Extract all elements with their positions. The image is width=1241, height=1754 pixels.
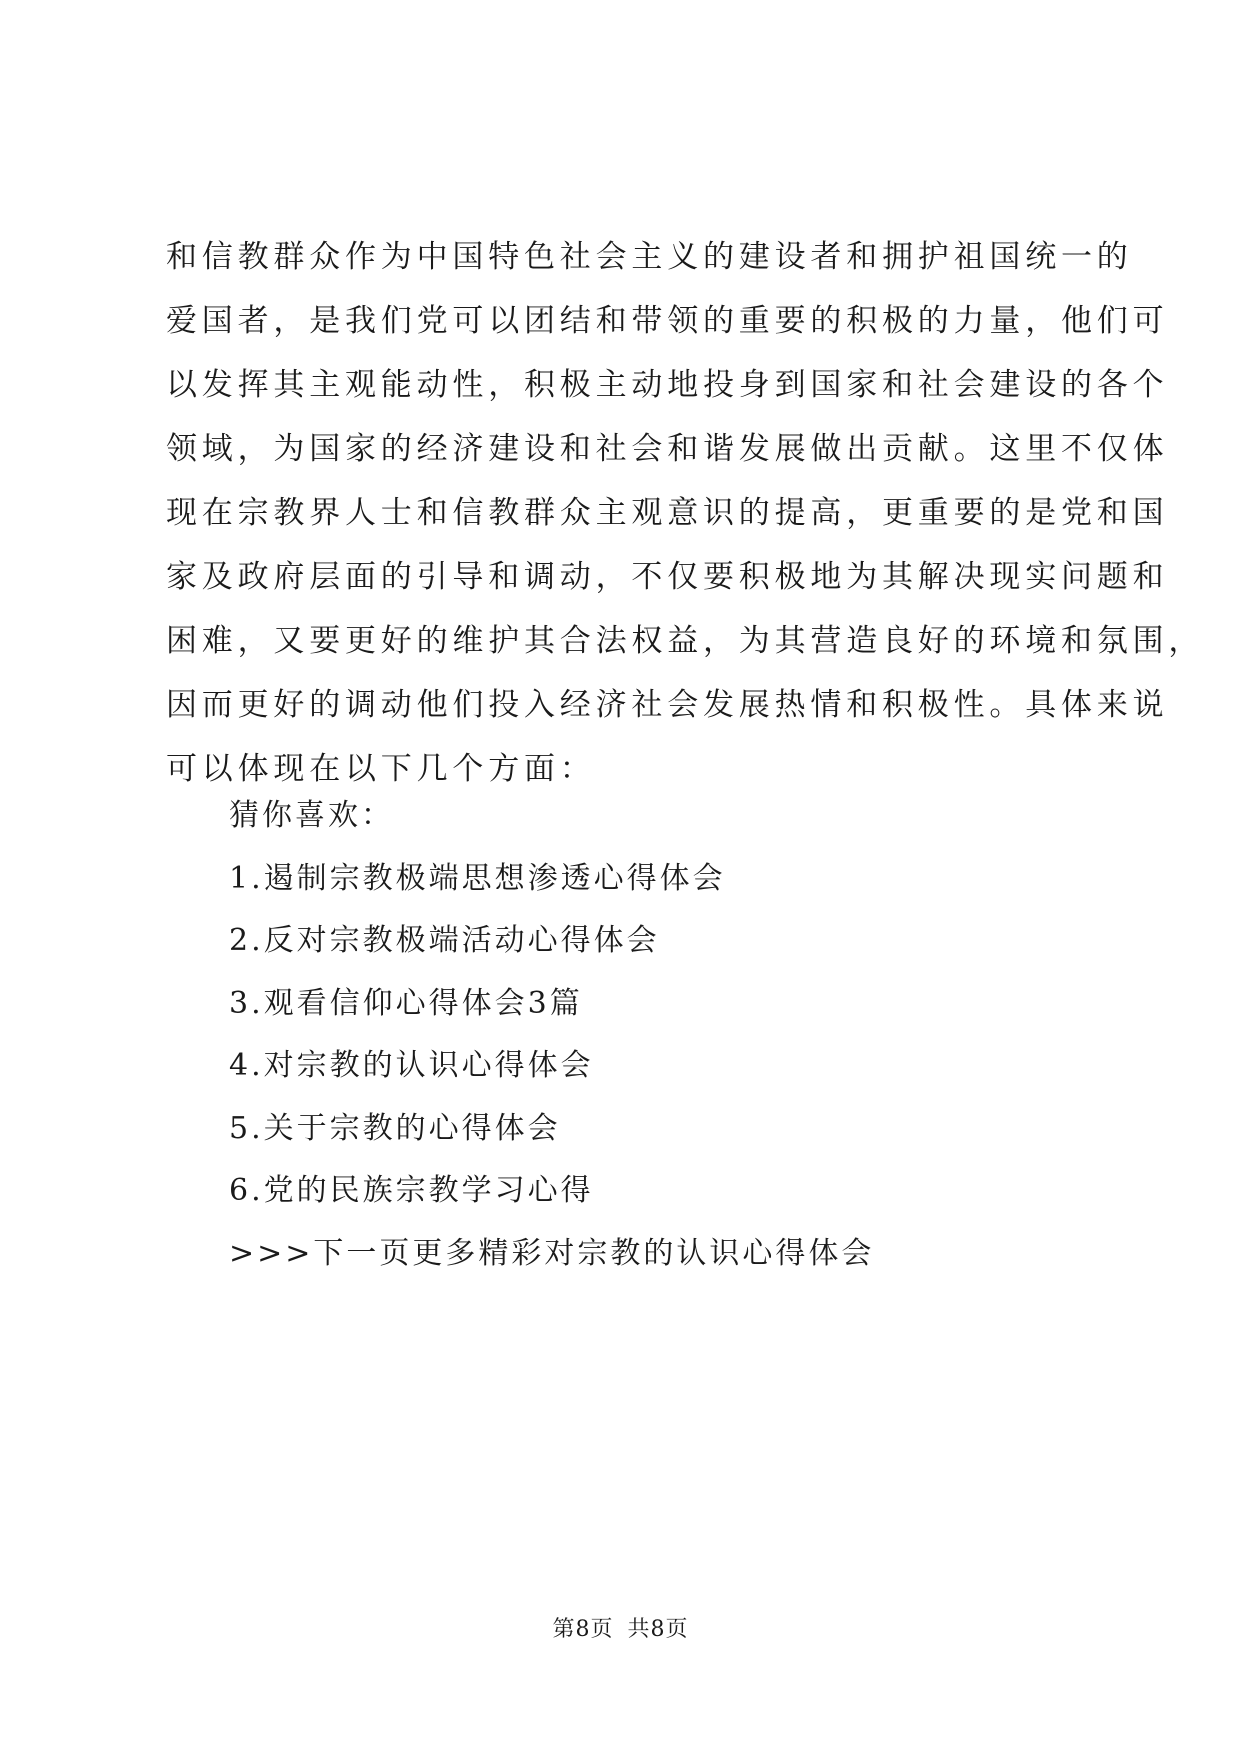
recommend-link-3[interactable]: 3.观看信仰心得体会3篇 bbox=[229, 985, 583, 1021]
page-footer bbox=[0, 1612, 1241, 1643]
paragraph-line: 因而更好的调动他们投入经济社会发展热情和积极性。具体来说 bbox=[166, 687, 1169, 723]
recommend-link-4[interactable]: 4.对宗教的认识心得体会 bbox=[229, 1048, 594, 1083]
paragraph-line: 和信教群众作为中国特色社会主义的建设者和拥护祖国统一的 bbox=[166, 239, 1133, 275]
paragraph-line: 困难，又要更好的维护其合法权益，为其营造良好的环境和氛围， bbox=[166, 623, 1205, 659]
recommend-section bbox=[229, 785, 1079, 1285]
recommend-heading: 猜你喜欢： bbox=[229, 798, 394, 833]
recommend-link-2[interactable]: 2.反对宗教极端活动心得体会 bbox=[229, 923, 660, 958]
page-number-current: 第8页 bbox=[552, 1617, 614, 1642]
recommend-link-5[interactable]: 5.关于宗教的心得体会 bbox=[229, 1110, 561, 1146]
paragraph-line: 家及政府层面的引导和调动，不仅要积极地为其解决现实问题和 bbox=[166, 559, 1169, 595]
recommend-link-6[interactable]: 6.党的民族宗教学习心得 bbox=[229, 1173, 594, 1208]
paragraph-line: 以发挥其主观能动性，积极主动地投身到国家和社会建设的各个 bbox=[166, 367, 1169, 403]
main-paragraph bbox=[166, 225, 1205, 801]
paragraph-line: 领域，为国家的经济建设和社会和谐发展做出贡献。这里不仅体 bbox=[166, 431, 1169, 467]
paragraph-line: 爱国者，是我们党可以团结和带领的重要的积极的力量，他们可 bbox=[166, 303, 1169, 339]
page-number-total: 共8页 bbox=[627, 1617, 689, 1642]
paragraph-line: 现在宗教界人士和信教群众主观意识的提高，更重要的是党和国 bbox=[166, 495, 1169, 531]
paragraph-line: 可以体现在以下几个方面： bbox=[166, 751, 596, 787]
recommend-link-1[interactable]: 1.遏制宗教极端思想渗透心得体会 bbox=[229, 860, 726, 896]
next-page-link[interactable]: >>>下一页更多精彩对宗教的认识心得体会 bbox=[229, 1235, 875, 1271]
